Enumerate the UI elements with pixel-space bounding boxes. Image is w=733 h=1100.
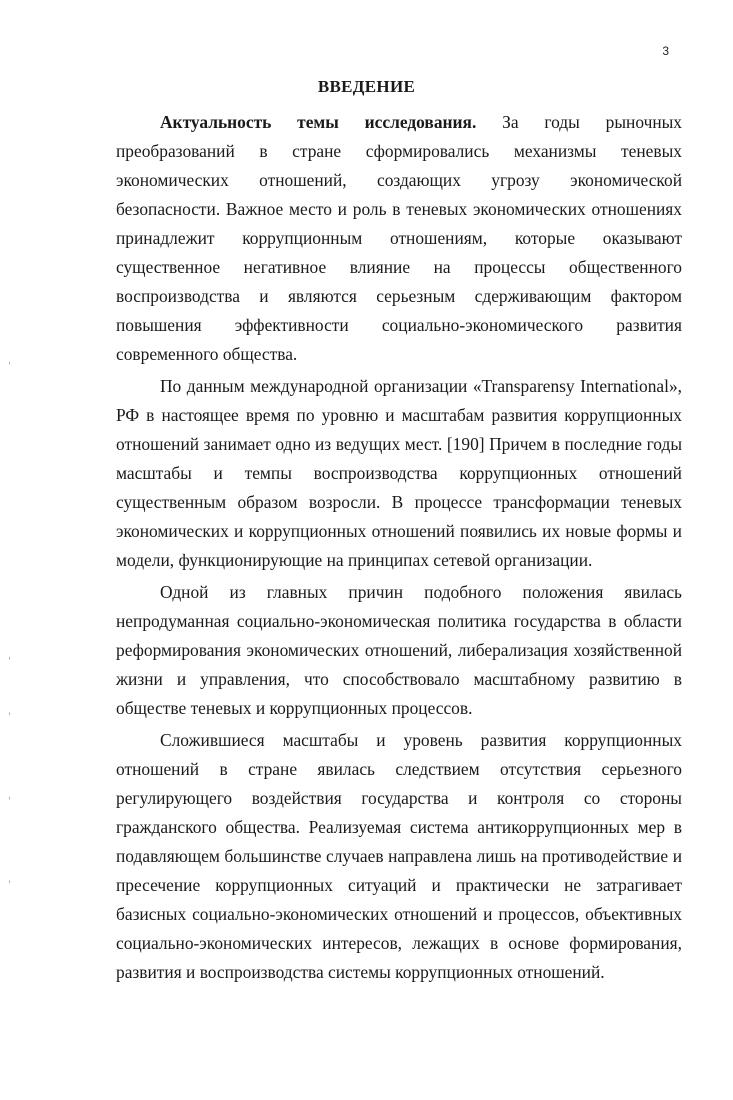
paragraph-lead-in: Актуальность темы исследования. [160,112,477,132]
paragraph-text: Сложившиеся масштабы и уровень развития коррупционных отношений в стране явилась следствием отсутствия серьезного регулирующего воздействия государства и контроля со стороны гражданского общества. Реализуемая система антикоррупционных мер в подавляющем большинстве случаев направлена лишь на противодействие и пресечение коррупционных ситуаций и практически не затрагивает базисных социально-экономических отношений и процессов, объективных социально-экономических интересов, лежащих в основе формирования, развития и воспроизводства системы коррупционных отношений. [116,730,682,982]
paragraph-scale [116,726,682,987]
paragraph-relevance [116,108,682,369]
scan-speck: ˌ [8,790,11,801]
paragraph-text: Одной из главных причин подобного положения явилась непродуманная социально-экономическая политика государства в области реформирования экономических отношений, либерализация хозяйственной жизни и управления, что способствовало масштабному развитию в обществе теневых и коррупционных процессов. [116,582,682,718]
paragraph-causes [116,578,682,723]
paragraph-text: По данным международной организации «Transparensy International», РФ в настоящее время по уровню и масштабам развития коррупционных отношений занимает одно из ведущих мест. [190] Причем в последние годы масштабы и темпы воспроизводства коррупционных отношений существенным образом возросли. В процессе трансформации теневых экономических и коррупционных отношений появились их новые формы и модели, функционирующие на принципах сетевой организации. [116,376,682,570]
paragraph-text: За годы рыночных преобразований в стране сформировались механизмы теневых экономических отношений, создающих угрозу экономической безопасности. Важное место и роль в теневых экономических отношениях принадлежит коррупционным отношениям, которые оказывают существенное негативное влияние на процессы общественного воспроизводства и являются серьезным сдерживающим фактором повышения эффективности социально-экономического развития современного общества. [116,112,683,364]
scan-speck: ˈ [8,880,11,891]
scan-margin-specks [0,0,20,1100]
page-number: 3 [662,44,669,58]
scan-speck: ˌ [8,650,11,661]
section-heading: ВВЕДЕНИЕ [317,77,416,96]
scan-speck: ˈ [8,712,11,723]
scan-speck: ˌ [8,355,11,366]
body-text [116,108,682,987]
paragraph-transparency [116,372,682,575]
